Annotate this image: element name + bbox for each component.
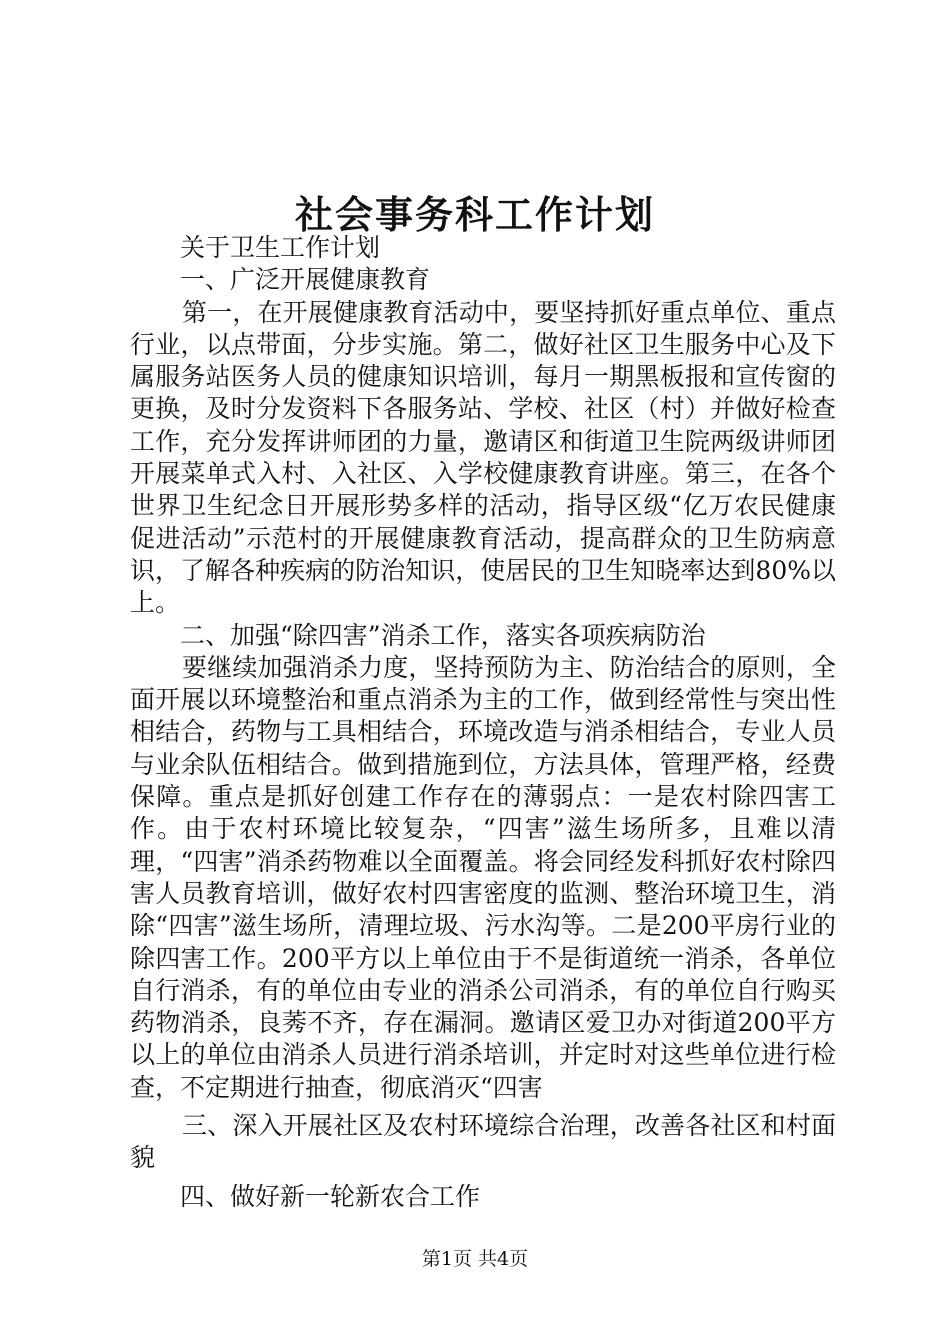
page-footer: 第1页 共4页 <box>421 1248 529 1270</box>
section-heading-3: 三、深入开展社区及农村环境综合治理，改善各社区和村面貌 <box>130 1111 836 1173</box>
document-body <box>130 232 836 1213</box>
document-title: 社会事务科工作计划 <box>294 192 655 237</box>
section-heading-2: 二、加强“除四害”消杀工作，落实各项疾病防治 <box>180 620 706 650</box>
section-heading-1: 一、广泛开展健康教育 <box>180 265 431 295</box>
paragraph-subtitle: 关于卫生工作计划 <box>180 233 381 262</box>
paragraph-health-education: 第一，在开展健康教育活动中，要坚持抓好重点单位、重点行业，以点带面，分步实施。第二，做好社区卫生服务中心及下属服务站医务人员的健康知识培训，每月一期黑板报和宣传窗的更换，及时分发资料下各服务站、学校、社区（村）并做好检查工作，充分发挥讲师团的力量，邀请区和街道卫生院两级讲师团开展菜单式入村、入社区、入学校健康教育讲座。第三，在各个世界卫生纪念日开展形势多样的活动，指导区级“亿万农民健康促进活动”示范村的开展健康教育活动，提高群众的卫生防病意识，了解各种疾病的防治知识，使居民的卫生知晓率达到80%以上。 <box>130 297 836 618</box>
paragraph-pest-control: 要继续加强消杀力度，坚持预防为主、防治结合的原则，全面开展以环境整治和重点消杀为主的工作，做到经常性与突出性相结合，药物与工具相结合，环境改造与消杀相结合，专业人员与业余队伍相结合。做到措施到位，方法具体，管理严格，经费保障。重点是抓好创建工作存在的薄弱点：一是农村除四害工作。由于农村环境比较复杂，“四害”滋生场所多，且难以清理，“四害”消杀药物难以全面覆盖。将会同经发科抓好农村除四害人员教育培训，做好农村四害密度的监测、整治环境卫生，消除“四害”滋生场所，清理垃圾、污水沟等。二是200平房行业的除四害工作。200平方以上单位由于不是街道统一消杀，各单位自行消杀，有的单位由专业的消杀公司消杀，有的单位自行购买药物消杀，良莠不齐，存在漏洞。邀请区爱卫办对街道200平方以上的单位由消杀人员进行消杀培训，并定时对这些单位进行检查，不定期进行抽查，彻底消灭“四害 <box>130 652 836 1102</box>
section-heading-4: 四、做好新一轮新农合工作 <box>180 1181 481 1211</box>
